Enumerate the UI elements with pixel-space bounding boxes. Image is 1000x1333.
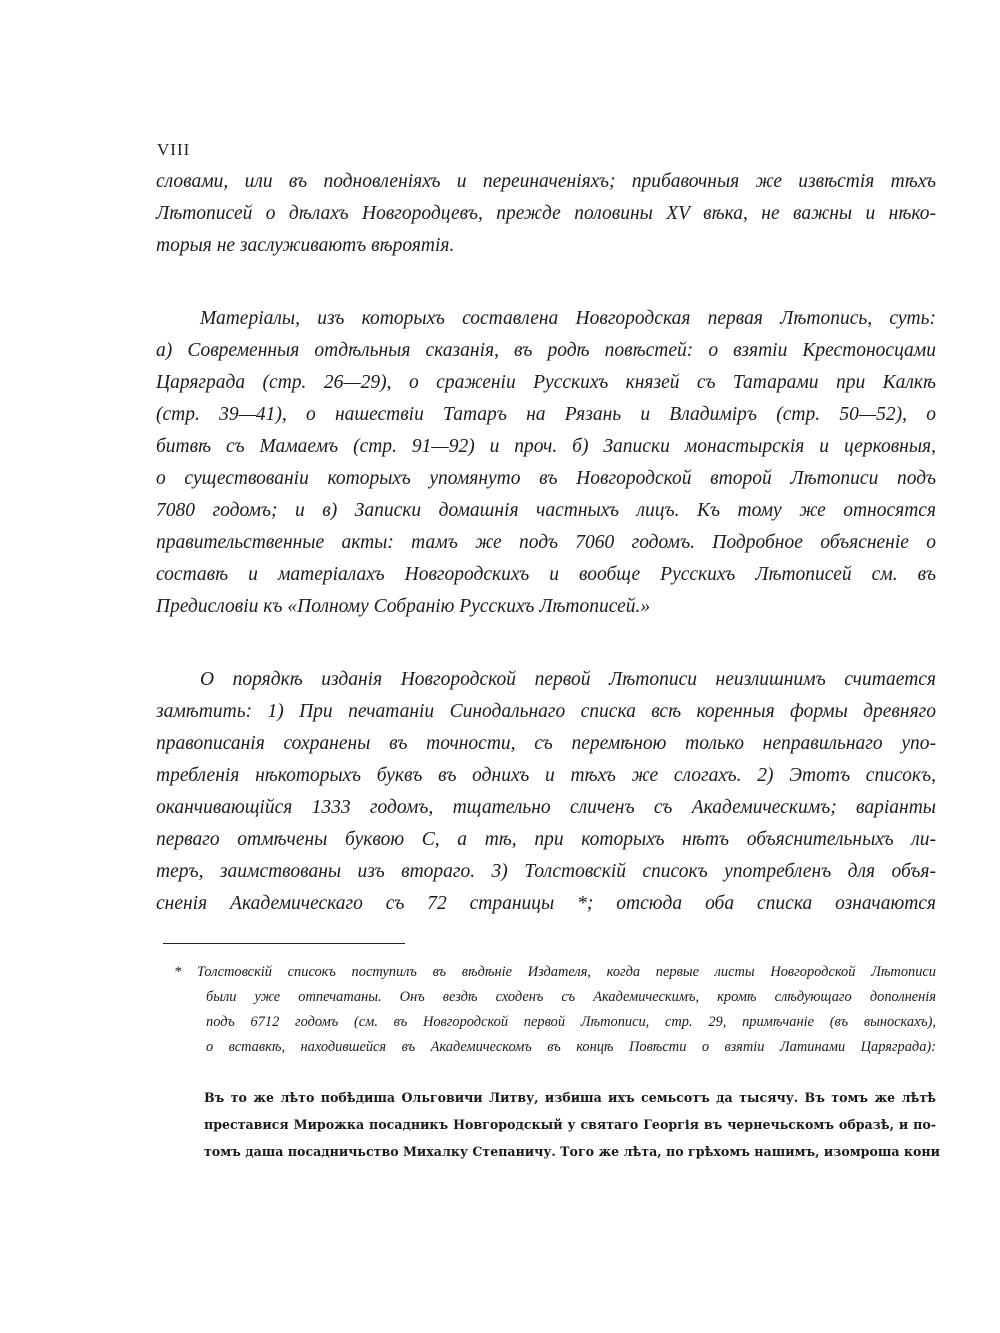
footnote-line: подъ 6712 годомъ (см. въ Новгородской первой Лѣтописи, стр. 29, примѣчаніе (въ выноскахъ), <box>206 1014 936 1030</box>
text-line: (стр. 39—41), о нашествіи Татаръ на Рязань и Владиміръ (стр. 50—52), о <box>156 404 936 425</box>
text-line: словами, или въ подновленіяхъ и переиначеніяхъ; прибавочныя же извѣстія тѣхъ <box>156 171 936 192</box>
text-line: битвѣ съ Мамаемъ (стр. 91—92) и проч. б) Записки монастырскія и церковныя, <box>156 436 936 457</box>
text-line: Царяграда (стр. 26—29), о сраженіи Русскихъ князей съ Татарами при Калкѣ <box>156 372 936 393</box>
paragraph-edition-order <box>156 664 936 920</box>
footnote-line: * Толстовскій списокъ поступилъ въ вѣдѣніе Издателя, когда первые листы Новгородской Лѣтописи <box>174 964 936 980</box>
text-line: о существованіи которыхъ упомянуто въ Новгородской второй Лѣтописи подъ <box>156 468 936 489</box>
text-line: Предисловіи къ «Полному Собранію Русскихъ Лѣтописей.» <box>156 596 651 617</box>
text-line: а) Современныя отдѣльныя сказанія, въ родѣ повѣстей: о взятіи Крестоносцами <box>156 340 936 361</box>
text-line: перваго отмѣчены буквою С, а тѣ, при которыхъ нѣтъ объяснительныхъ ли- <box>156 829 936 850</box>
text-line: сненія Академическаго съ 72 страницы *; отсюда оба списка означаются <box>156 893 936 914</box>
paragraph-continuation <box>156 166 936 262</box>
footnote-divider <box>163 943 405 944</box>
text-line: О порядкѣ изданія Новгородской первой Лѣтописи неизлишнимъ считается <box>200 669 936 690</box>
text-line: теръ, заимствованы изъ втораго. 3) Толстовскій списокъ употребленъ для объя- <box>156 861 936 882</box>
text-line: оканчивающійся 1333 годомъ, тщательно сличенъ съ Академическимъ; варіанты <box>156 797 936 818</box>
text-line: правописанія сохранены въ точности, съ перемѣною только неправильнаго упо- <box>156 733 936 754</box>
footnote <box>174 960 936 1060</box>
footnote-quote <box>204 1084 940 1165</box>
text-line: замѣтить: 1) При печатаніи Синодальнаго списка всѣ коренныя формы древняго <box>156 701 936 722</box>
quote-line: томъ даша посадничьство Михалку Степаничу. Того же лѣта, по грѣхомъ нашимъ, изомроша кони <box>204 1144 940 1159</box>
text-line: 7080 годомъ; и в) Записки домашнія частныхъ лицъ. Къ тому же относятся <box>156 500 936 521</box>
text-line: Лѣтописей о дѣлахъ Новгородцевъ, прежде половины XV вѣка, не важны и нѣко- <box>156 203 936 224</box>
text-line: Матеріалы, изъ которыхъ составлена Новгородская первая Лѣтопись, суть: <box>200 308 936 329</box>
text-line: правительственные акты: тамъ же подъ 7060 годомъ. Подробное объясненіе о <box>156 532 936 553</box>
text-line: торыя не заслуживаютъ вѣроятія. <box>156 235 455 256</box>
footnote-line: были уже отпечатаны. Онъ вездѣ сходенъ съ Академическимъ, кромѣ слѣдующаго дополненія <box>206 989 936 1005</box>
text-line: требленія нѣкоторыхъ буквъ въ однихъ и тѣхъ же слогахъ. 2) Этотъ списокъ, <box>156 765 936 786</box>
footnote-line: о вставкѣ, находившейся въ Академическомъ въ концѣ Повѣсти о взятіи Латинами Царяграда): <box>206 1039 936 1055</box>
page-number: VIII <box>157 140 191 159</box>
paragraph-materials <box>156 303 936 623</box>
quote-line: преставися Мирожка посадникъ Новгородскый у святаго Георгія въ чернечьскомъ образѣ, и по- <box>204 1117 936 1132</box>
quote-line: Въ то же лѣто побѣдиша Ольговичи Литву, избиша ихъ семьсотъ да тысячу. Въ томъ же лѣтѣ <box>204 1090 936 1105</box>
text-line: составѣ и матеріалахъ Новгородскихъ и вообще Русскихъ Лѣтописей см. въ <box>156 564 936 585</box>
